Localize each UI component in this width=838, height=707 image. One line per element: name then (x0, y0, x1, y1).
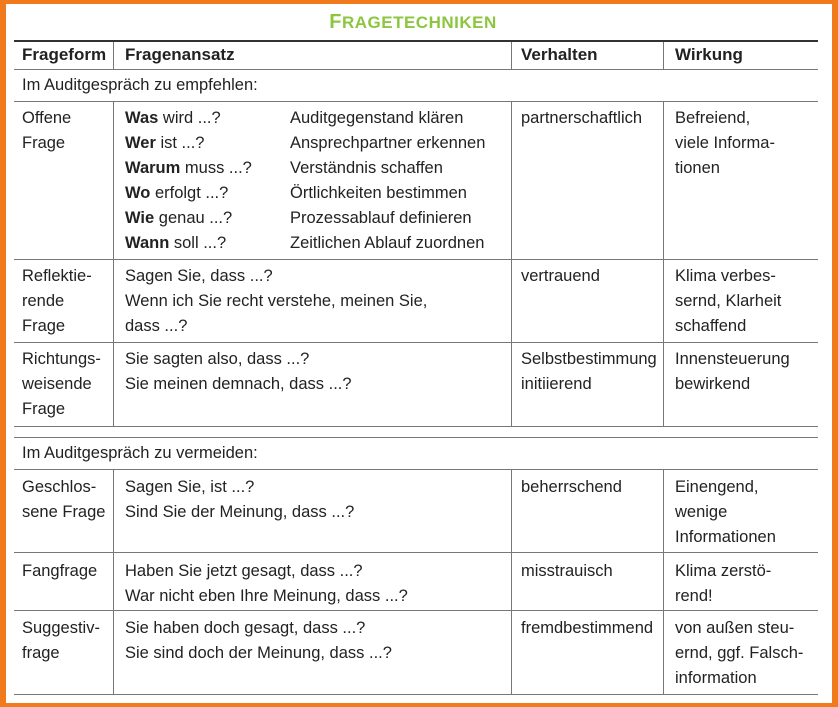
wirkung-suggestiv: von außen steu- ernd, ggf. Falsch- information (675, 619, 804, 687)
section-rule (14, 469, 818, 470)
open-question (125, 131, 204, 156)
wirkung-fangfrage: Klima zerstö- rend! (675, 562, 772, 605)
ansatz-geschlossene: Sagen Sie, ist ...? Sind Sie der Meinung, dass ...? (125, 478, 355, 521)
question-goal: Prozessablauf definieren (290, 209, 472, 227)
form-fangfrage: Fangfrage (22, 562, 98, 580)
verhalten-geschlossene: beherrschend (521, 478, 622, 496)
section-avoid: Im Auditgespräch zu vermeiden: (22, 444, 258, 462)
verhalten-reflektierende: vertrauend (521, 267, 600, 285)
question-goal: Auditgegenstand klären (290, 109, 464, 127)
open-question (125, 206, 232, 231)
question-goal: Ansprechpartner erkennen (290, 134, 486, 152)
ansatz-suggestiv: Sie haben doch gesagt, dass ...? Sie sind doch der Meinung, dass ...? (125, 619, 392, 662)
row-rule (14, 259, 818, 260)
row-rule (14, 552, 818, 553)
section-rule (14, 101, 818, 102)
column-rule (511, 469, 512, 694)
question-rest: ist ...? (155, 134, 205, 152)
question-rest: genau ...? (154, 209, 233, 227)
form-offene: Offene Frage (22, 109, 72, 152)
question-word: Wann (125, 234, 170, 252)
question-word: Wer (125, 134, 156, 152)
question-goal: Verständnis schaffen (290, 159, 443, 177)
wirkung-geschlossene: Einengend, wenige Informationen (675, 478, 776, 546)
table-bottom-rule (14, 694, 818, 695)
ansatz-reflektierende: Sagen Sie, dass ...? Wenn ich Sie recht verstehe, meinen Sie, dass ...? (125, 267, 428, 335)
form-richtungsweisende: Richtungs- weisende Frage (22, 350, 101, 418)
question-rest: erfolgt ...? (150, 184, 229, 202)
open-question (125, 181, 228, 206)
header-frageform: Frageform (22, 45, 107, 64)
column-rule (511, 42, 512, 69)
question-rest: muss ...? (180, 159, 252, 177)
column-rule (113, 42, 114, 69)
ansatz-richtungsweisende: Sie sagten also, dass ...? Sie meinen demnach, dass ...? (125, 350, 352, 393)
column-rule (663, 469, 664, 694)
form-suggestiv: Suggestiv- frage (22, 619, 100, 662)
header-wirkung: Wirkung (675, 45, 743, 64)
open-question (125, 156, 252, 181)
column-rule (663, 42, 664, 69)
question-goal: Zeitlichen Ablauf zuordnen (290, 234, 485, 252)
row-rule (14, 610, 818, 611)
verhalten-suggestiv: fremdbestimmend (521, 619, 654, 637)
wirkung-richtungsweisende: Innensteuerung bewirkend (675, 350, 790, 393)
wirkung-reflektierende: Klima verbes- sernd, Klarheit schaffend (675, 267, 782, 335)
column-rule (663, 101, 664, 426)
header-verhalten: Verhalten (521, 45, 598, 64)
header-rule (14, 69, 818, 70)
section-recommended: Im Auditgespräch zu empfehlen: (22, 76, 258, 94)
form-geschlossene: Geschlos- sene Frage (22, 478, 106, 521)
verhalten-richtungsweisende: Selbstbestimmung initiierend (521, 350, 657, 393)
question-word: Warum (125, 159, 181, 177)
question-goal: Örtlichkeiten bestimmen (290, 184, 467, 202)
form-reflektierende: Reflektie- rende Frage (22, 267, 92, 335)
question-word: Wie (125, 209, 155, 227)
verhalten-offene: partnerschaftlich (521, 109, 643, 127)
open-question (125, 231, 226, 256)
row-rule (14, 426, 818, 427)
page-title: FRAGETECHNIKEN (329, 11, 497, 33)
verhalten-fangfrage: misstrauisch (521, 562, 613, 580)
row-rule (14, 342, 818, 343)
ansatz-fangfrage: Haben Sie jetzt gesagt, dass ...? War nicht eben Ihre Meinung, dass ...? (125, 562, 408, 605)
question-rest: wird ...? (158, 109, 221, 127)
header-fragenansatz: Fragenansatz (125, 45, 235, 64)
question-word: Was (125, 109, 159, 127)
column-rule (113, 469, 114, 694)
question-rest: soll ...? (169, 234, 227, 252)
row-rule (14, 437, 818, 438)
column-rule (511, 101, 512, 426)
wirkung-offene: Befreiend, viele Informa- tionen (675, 109, 775, 177)
column-rule (113, 101, 114, 426)
question-word: Wo (125, 184, 151, 202)
open-question (125, 106, 221, 131)
